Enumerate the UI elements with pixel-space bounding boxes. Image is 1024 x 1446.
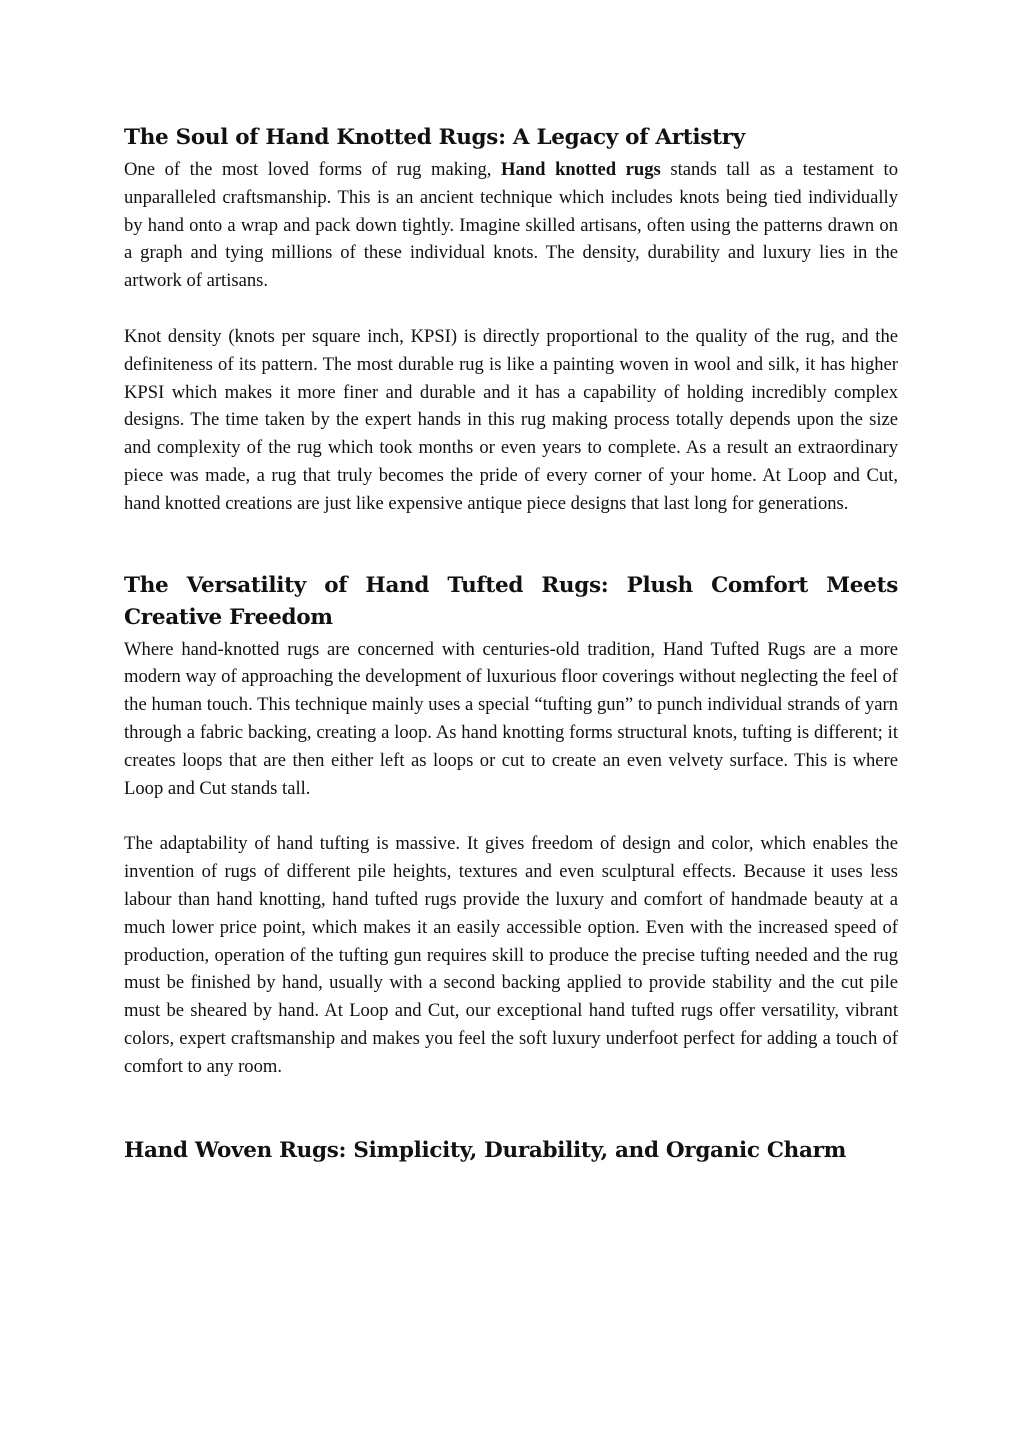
paragraph: [124, 156, 898, 295]
section-heading: The Versatility of Hand Tufted Rugs: Plush Comfort Meets Creative Freedom: [124, 572, 898, 630]
paragraph-text: One of the most loved forms of rug making,: [124, 159, 502, 180]
section-hand-knotted: [124, 122, 898, 518]
paragraph: Knot density (knots per square inch, KPSI) is directly proportional to the quality of the rug, and the definiteness of its pattern. The most durable rug is like a painting woven in wool and silk, it has higher KPSI which makes it more finer and durable and it has a capability of holding incredibly complex designs. The time taken by the expert hands in this rug making process totally depends upon the size and complexity of the rug which took months or even years to complete. As a result an extraordinary piece was made, a rug that truly becomes the pride of every corner of your home. At Loop and Cut, hand knotted creations are just like expensive antique piece designs that last long for generations.: [124, 325, 898, 514]
bold-keyword: Hand knotted rugs: [501, 159, 661, 180]
document-page: [124, 122, 898, 1169]
section-heading: Hand Woven Rugs: Simplicity, Durability, and Organic Charm: [124, 1137, 847, 1163]
paragraph: Where hand-knotted rugs are concerned with centuries-old tradition, Hand Tufted Rugs are a more modern way of approaching the development of luxurious floor coverings without neglecting the feel of the human touch. This technique mainly uses a special “tufting gun” to punch individual strands of yarn through a fabric backing, creating a loop. As hand knotting forms structural knots, tufting is different; it creates loops that are then either left as loops or cut to create an even velvety surface. This is where Loop and Cut stands tall.: [124, 638, 898, 799]
section-hand-tufted: [124, 570, 898, 1081]
paragraph-text: stands tall as a testament to unparalleled craftsmanship. This is an ancient technique which includes knots being tied individually by hand onto a wrap and pack down tightly. Imagine skilled artisans, often using the patterns drawn on a graph and tying millions of these individual knots. The density, durability and luxury lies in the artwork of artisans.: [124, 159, 898, 292]
paragraph: The adaptability of hand tufting is massive. It gives freedom of design and color, which enables the invention of rugs of different pile heights, textures and even sculptural effects. Because it uses less labour than hand knotting, hand tufted rugs provide the luxury and comfort of handmade beauty at a much lower price point, which makes it an easily accessible option. Even with the increased speed of production, operation of the tufting gun requires skill to produce the precise tufting needed and the rug must be finished by hand, usually with a second backing applied to provide stability and the cut pile must be sheared by hand. At Loop and Cut, our exceptional hand tufted rugs offer versatility, vibrant colors, expert craftsmanship and makes you feel the soft luxury underfoot perfect for adding a touch of comfort to any room.: [124, 833, 898, 1077]
section-hand-woven: [124, 1135, 898, 1167]
section-heading: The Soul of Hand Knotted Rugs: A Legacy of Artistry: [124, 125, 745, 150]
